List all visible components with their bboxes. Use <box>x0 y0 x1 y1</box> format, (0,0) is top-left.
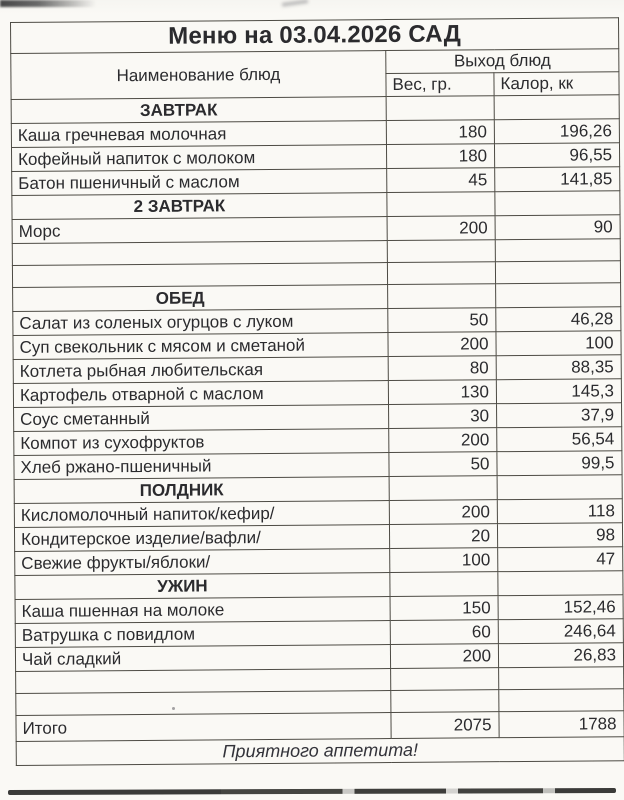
dish-calories: 88,35 <box>496 355 621 380</box>
dish-name: Свежие фрукты/яблоки/ <box>15 549 390 576</box>
weight-cell <box>386 96 494 121</box>
empty-name-cell <box>16 669 391 694</box>
weight-cell <box>387 192 495 217</box>
calories-cell <box>497 475 622 500</box>
dish-name: Кондитерское изделие/вафли/ <box>14 525 389 552</box>
dish-calories: 99,5 <box>497 451 622 476</box>
dish-calories: 118 <box>497 499 622 524</box>
dish-name: Соус сметанный <box>14 405 389 432</box>
weight-cell <box>389 476 497 501</box>
dish-weight: 200 <box>390 644 498 669</box>
empty-name-cell <box>16 691 391 716</box>
dish-weight: 200 <box>389 428 497 453</box>
dish-calories: 246,64 <box>498 619 623 644</box>
dish-name: Кофейный напиток с молоком <box>11 145 386 172</box>
dish-name: Хлеб ржано-пшеничный <box>14 453 389 480</box>
dish-calories: 56,54 <box>497 427 622 452</box>
dish-name: Чай сладкий <box>15 645 390 672</box>
empty-weight-cell <box>387 240 495 263</box>
empty-weight-cell <box>391 668 499 691</box>
weight-column-header: Вес, гр. <box>386 73 494 97</box>
scan-smudge <box>0 0 96 7</box>
section-label: 2 ЗАВТРАК <box>12 193 387 220</box>
dish-name: Батон пшеничный с маслом <box>12 169 387 196</box>
empty-calories-cell <box>495 261 620 284</box>
dish-name: Суп свекольник с мясом и сметаной <box>13 333 388 360</box>
name-column-header: Наименование блюд <box>11 51 386 100</box>
dish-name: Компот из сухофруктов <box>14 429 389 456</box>
empty-calories-cell <box>499 667 624 690</box>
dish-weight: 200 <box>389 500 497 525</box>
total-label: Итого <box>16 713 391 742</box>
footer-note: Приятного аппетита! <box>16 737 624 766</box>
dish-calories: 46,28 <box>496 307 621 332</box>
dish-weight: 180 <box>386 120 494 145</box>
menu-table-wrapper <box>10 17 624 766</box>
dish-weight: 50 <box>389 452 497 477</box>
dish-weight: 45 <box>387 168 495 193</box>
section-label: ЗАВТРАК <box>11 97 386 124</box>
calories-cell <box>498 571 623 596</box>
dish-calories: 47 <box>498 547 623 572</box>
empty-calories-cell <box>495 239 620 262</box>
document-title: Меню на 03.04.2026 САД <box>11 18 619 54</box>
page-bottom-edge <box>8 788 616 795</box>
empty-name-cell <box>12 263 387 288</box>
footer-row <box>16 737 624 766</box>
dish-calories: 37,9 <box>497 403 622 428</box>
scan-mark <box>282 0 308 7</box>
calories-cell <box>495 191 620 216</box>
empty-weight-cell <box>391 690 499 713</box>
dish-name: Котлета рыбная любительская <box>13 357 388 384</box>
dish-calories: 96,55 <box>494 143 619 168</box>
empty-name-cell <box>12 241 387 266</box>
dish-calories: 145,3 <box>496 379 621 404</box>
dish-weight: 200 <box>388 332 496 357</box>
dish-weight: 20 <box>389 524 497 549</box>
dish-name: Каша гречневая молочная <box>11 121 386 148</box>
dish-name: Картофель отварной с маслом <box>13 381 388 408</box>
dish-weight: 60 <box>390 620 498 645</box>
section-label: ПОЛДНИК <box>14 477 389 504</box>
calories-column-header: Калор, кк <box>494 72 619 96</box>
dish-weight: 100 <box>390 548 498 573</box>
dish-weight: 180 <box>386 144 494 169</box>
dish-name: Кисломолочный напиток/кефир/ <box>14 501 389 528</box>
dish-name: Салат из соленых огурцов с луком <box>13 309 388 336</box>
dish-calories: 26,83 <box>498 643 623 668</box>
total-weight: 2075 <box>391 712 499 739</box>
dish-weight: 80 <box>388 356 496 381</box>
dish-calories: 152,46 <box>498 595 623 620</box>
total-calories: 1788 <box>499 711 624 738</box>
section-label: УЖИН <box>15 573 390 600</box>
menu-table <box>10 17 624 766</box>
dish-calories: 141,85 <box>495 167 620 192</box>
weight-cell <box>390 572 498 597</box>
dish-weight: 50 <box>388 308 496 333</box>
calories-cell <box>494 95 619 120</box>
dish-weight: 30 <box>389 404 497 429</box>
dish-weight: 200 <box>387 216 495 241</box>
dish-weight: 150 <box>390 596 498 621</box>
dish-calories: 98 <box>497 523 622 548</box>
empty-weight-cell <box>387 262 495 285</box>
dish-name: Каша пшенная на молоке <box>15 597 390 624</box>
menu-rows <box>11 95 624 742</box>
dish-calories: 100 <box>496 331 621 356</box>
dish-name: Ватрушка с повидлом <box>15 621 390 648</box>
dish-calories: 196,26 <box>494 119 619 144</box>
title-row <box>11 18 619 54</box>
dish-weight: 130 <box>388 380 496 405</box>
empty-calories-cell <box>499 689 624 712</box>
dish-calories: 90 <box>495 215 620 240</box>
output-column-header: Выход блюд <box>386 49 619 74</box>
dish-name: Морс <box>12 217 387 244</box>
weight-cell <box>388 284 496 309</box>
calories-cell <box>496 283 621 308</box>
section-label: ОБЕД <box>13 285 388 312</box>
